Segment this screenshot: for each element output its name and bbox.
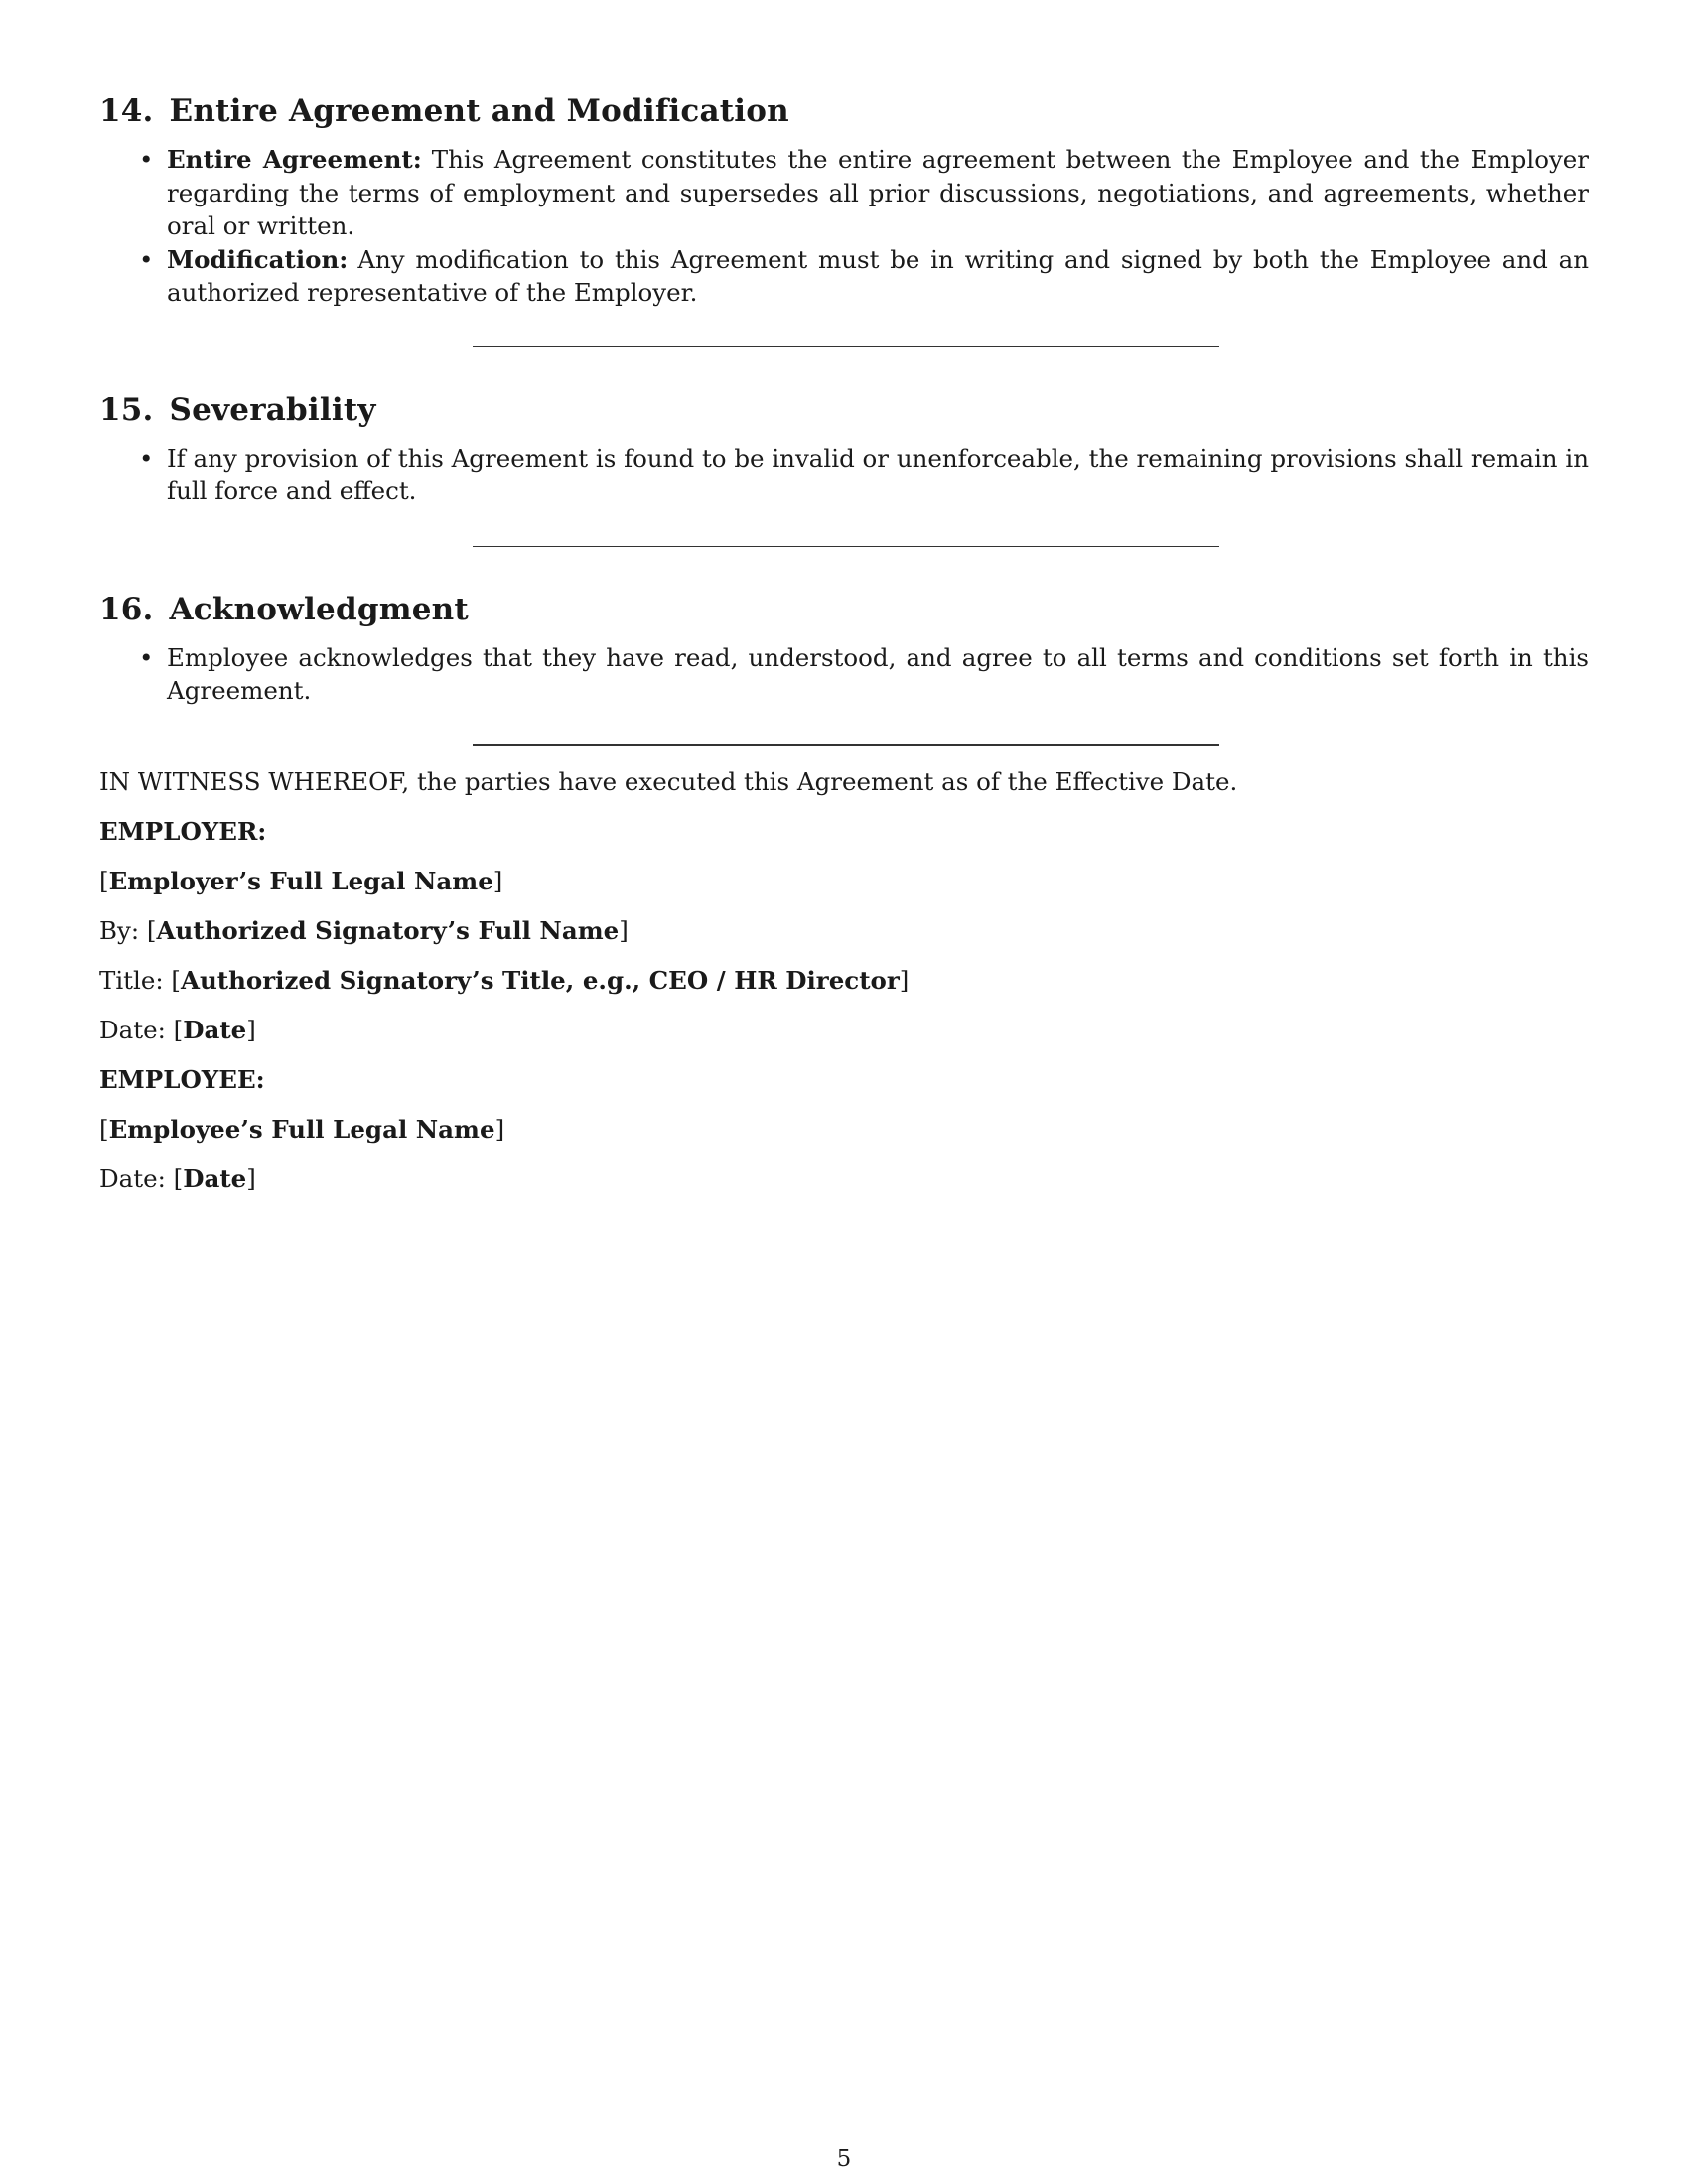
by-label: By: <box>99 915 140 945</box>
section-title: Severability <box>169 391 376 428</box>
section-number: 14. <box>99 93 154 129</box>
bullet-label: Modification: <box>167 244 349 274</box>
page-number: 5 <box>836 2146 852 2172</box>
section-entire-agreement <box>99 91 1589 310</box>
employer-date-line: Date: [Date] <box>99 1015 256 1044</box>
employer-title-line: Title: [Authorized Signatory’s Title, e.g., CEO / HR Director] <box>99 965 910 995</box>
list-item <box>167 641 1589 708</box>
bullet-text: Employee acknowledges that they have read, understood, and agree to all terms and conditions set forth in this Agreement. <box>167 642 1589 705</box>
list-item <box>167 442 1589 508</box>
signatory-name-placeholder: Authorized Signatory’s Full Name <box>156 915 620 945</box>
section-divider <box>473 546 1219 547</box>
bullet-label: Entire Agreement: <box>167 145 422 174</box>
employer-signatory-line: By: [Authorized Signatory’s Full Name] <box>99 915 629 945</box>
employer-name-line: [Employer’s Full Legal Name] <box>99 866 503 895</box>
bullet-text: This Agreement constitutes the entire agreement between the Employee and the Employer regarding the terms of employment and supersedes all prior discussions, negotiations, and agreements, whether oral or written. <box>167 145 1590 240</box>
section-heading <box>99 590 1589 629</box>
employee-name-line: [Employee’s Full Legal Name] <box>99 1114 505 1144</box>
section-heading <box>99 91 1589 131</box>
date-label: Date: <box>99 1015 166 1044</box>
title-label: Title: <box>99 965 164 995</box>
bullet-text: Any modification to this Agreement must be in writing and signed by both the Employee and an authorized representative of the Employer. <box>167 244 1589 307</box>
section-title: Acknowledgment <box>169 591 469 627</box>
list-item <box>167 143 1589 243</box>
bullet-list <box>99 442 1589 508</box>
section-divider <box>473 744 1219 746</box>
date-placeholder: Date <box>183 1163 247 1193</box>
section-severability <box>99 390 1589 508</box>
section-divider <box>473 346 1219 347</box>
employee-name-placeholder: Employee’s Full Legal Name <box>108 1114 495 1144</box>
date-label: Date: <box>99 1163 166 1193</box>
signatory-title-placeholder: Authorized Signatory’s Title, e.g., CEO / HR Director <box>180 965 900 995</box>
section-number: 15. <box>99 391 154 428</box>
section-acknowledgment <box>99 590 1589 708</box>
employer-heading: EMPLOYER: <box>99 816 267 846</box>
bullet-list <box>99 143 1589 310</box>
list-item <box>167 243 1589 310</box>
page-content <box>99 91 1589 1195</box>
employee-date-line: Date: [Date] <box>99 1163 256 1193</box>
employee-heading: EMPLOYEE: <box>99 1064 265 1094</box>
date-placeholder: Date <box>183 1015 247 1044</box>
section-number: 16. <box>99 591 154 627</box>
bullet-text: If any provision of this Agreement is found to be invalid or unenforceable, the remaining provisions shall remain in full force and effect. <box>167 443 1589 505</box>
section-title: Entire Agreement and Modification <box>169 93 789 129</box>
signature-block <box>99 765 1589 1195</box>
witness-statement: IN WITNESS WHEREOF, the parties have executed this Agreement as of the Effective Date. <box>99 766 1238 796</box>
employer-name-placeholder: Employer’s Full Legal Name <box>108 866 493 895</box>
bullet-list <box>99 641 1589 708</box>
section-heading <box>99 390 1589 430</box>
